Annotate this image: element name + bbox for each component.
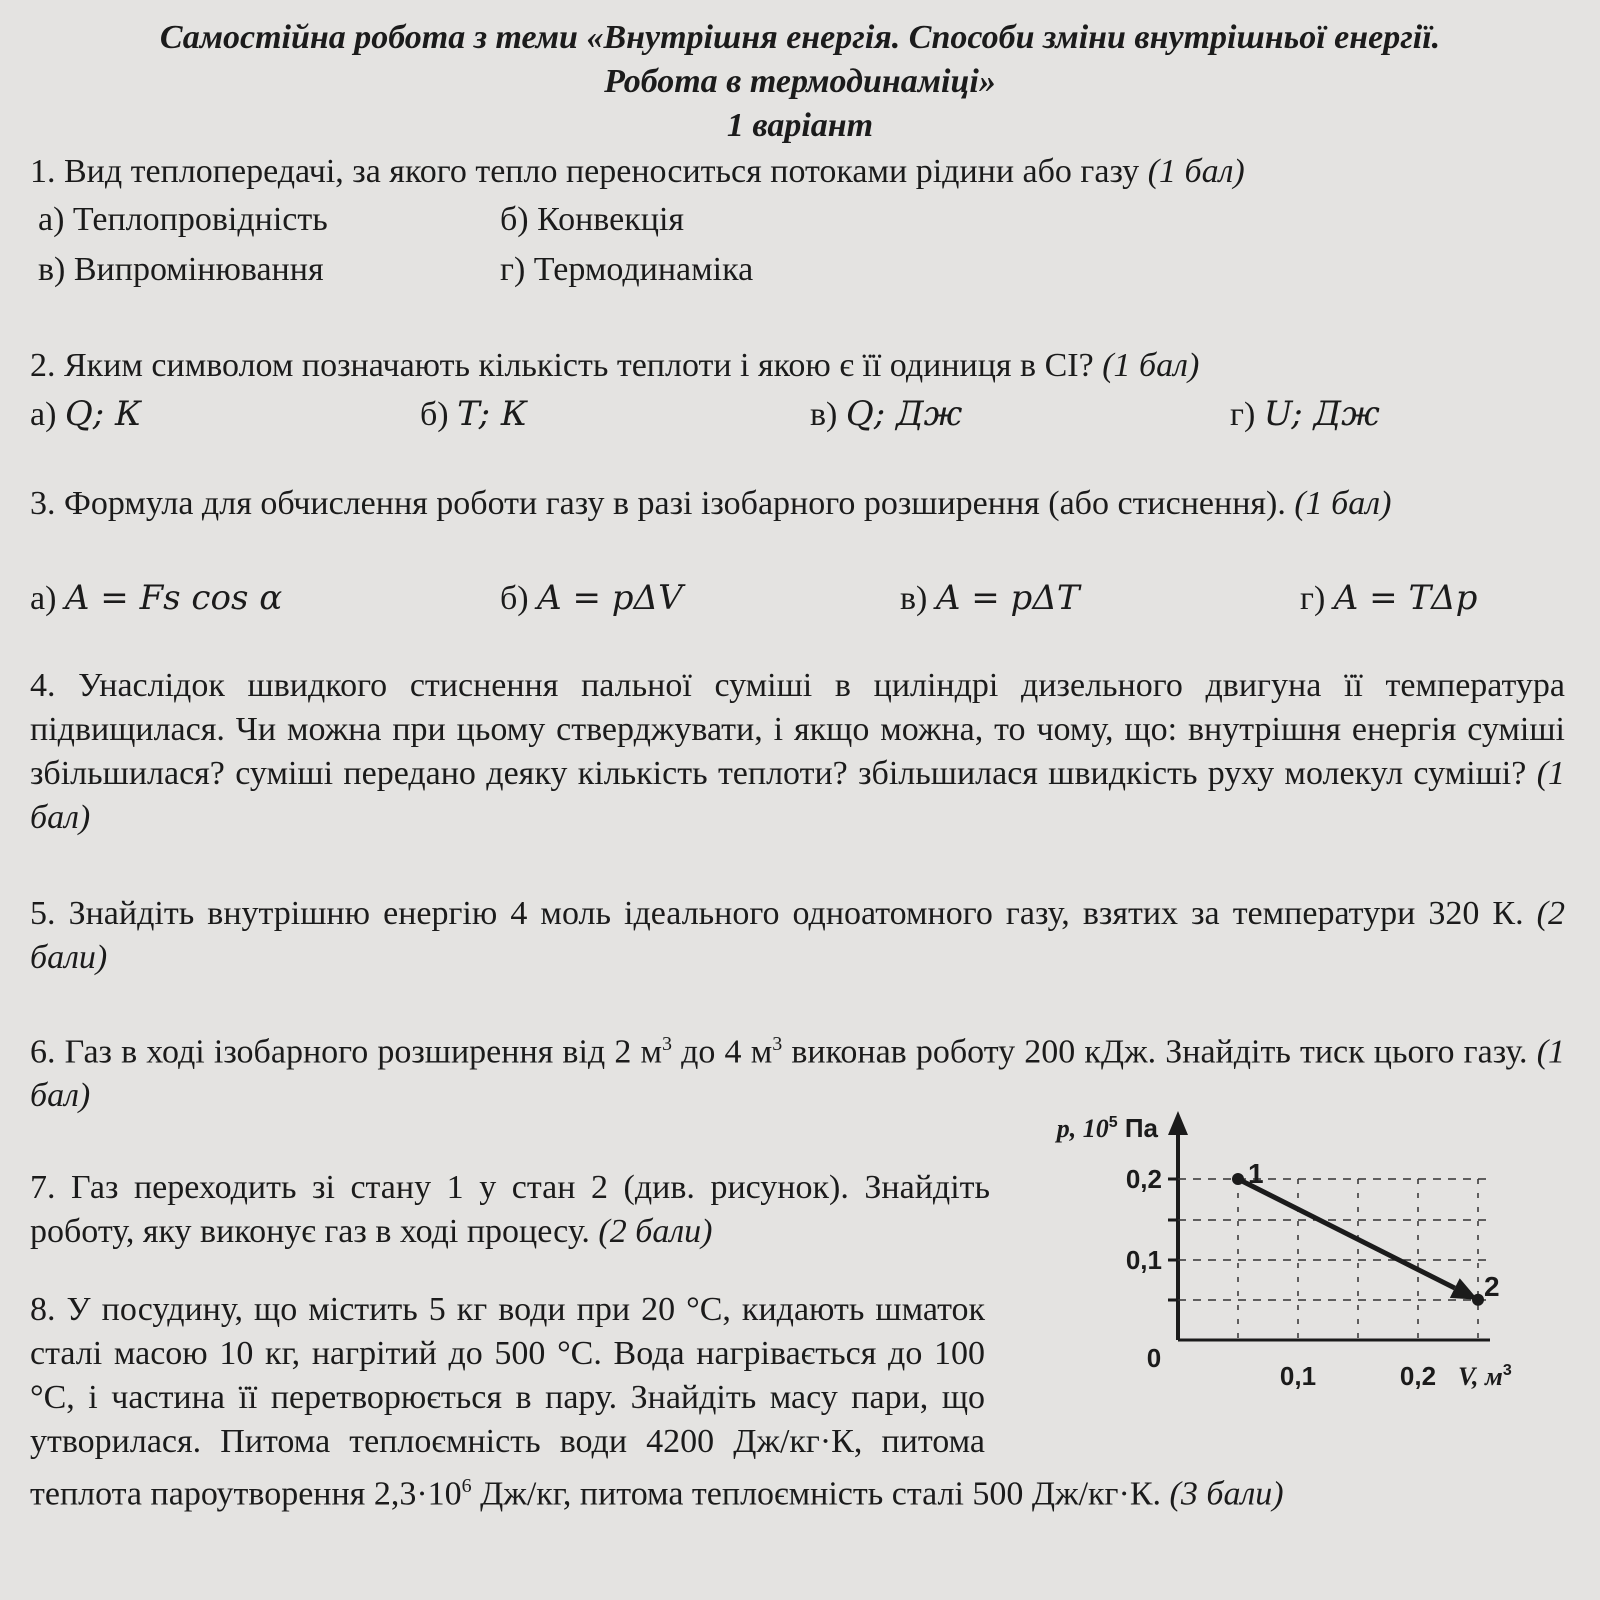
question-7-points: (2 бали) (598, 1213, 713, 1250)
question-6-text-a: 6. Газ в ході ізобарного розширення від 2 м (30, 1033, 662, 1071)
y-tick-label-02: 0,2 (1125, 1164, 1162, 1194)
state-2-label: 2 (1484, 1270, 1500, 1302)
question-1 (30, 150, 1565, 194)
q3-option-d-expr: A = TΔp (1333, 578, 1478, 618)
question-2-text: 2. Яким символом позначають кількість теплоти і якою є її одиниця в СІ? (30, 347, 1094, 384)
question-6-points: (1 бал) (30, 1033, 1566, 1115)
q3-option-c-expr: A = pΔT (935, 578, 1080, 618)
q3-option-b (500, 576, 683, 621)
question-8-sup: 6 (461, 1475, 472, 1497)
question-4-text: 4. Унаслідок швидкого стиснення пальної суміші в циліндрі дизельного двигуна її температура підвищилася. Чи можна при цьому стверджувати, і якщо можна, то чому, що: внутрішня енергія суміші збільшилася? суміші передано деяку кількість теплоти? збільшилася швидкість руху молекул суміші? (30, 667, 1565, 792)
question-8-text-a: 8. У посудину, що містить 5 кг води при 20 °С, кидають шматок сталі масою 10 кг, нагрітий до 500 °С. Вода нагрівається до 100 °С, і частина її перетворюється в пару. Знайдіть масу пари, що утворилася. Питома теплоємність води 4200 Дж/кг·К, питома теплота пароутворення 2,3·10 (30, 1291, 985, 1513)
q3-option-b-letter: б) (500, 580, 529, 617)
q3-option-d-letter: г) (1300, 580, 1326, 617)
x-tick-label-02: 0,2 (1399, 1361, 1437, 1391)
question-8-text-b: Дж/кг, питома теплоємність сталі 500 Дж/кг·К. (471, 1475, 1162, 1513)
question-6-text-b: до 4 м (672, 1033, 773, 1071)
q2-option-c (810, 392, 962, 437)
q2-option-d (1230, 392, 1380, 437)
graph-y-arrow (1168, 1111, 1188, 1135)
question-3-text: 3. Формула для обчислення роботи газу в разі ізобарного розширення (або стиснення). (30, 485, 1286, 522)
question-6 (30, 1022, 1565, 1118)
q2-option-b-letter: б) (420, 396, 449, 433)
q3-option-a-letter: а) (30, 580, 57, 617)
process-line (1238, 1179, 1455, 1288)
graph-x-label-sup: 3 (1502, 1362, 1512, 1379)
question-3-options (30, 576, 1570, 620)
q3-option-a-expr: A = Fs cos α (64, 578, 283, 618)
q1-option-a: а) Теплопровідність (38, 201, 328, 238)
graph-y-label-unit: Па (1117, 1113, 1158, 1143)
question-3-points: (1 бал) (1294, 485, 1392, 522)
x-tick-label-01: 0,1 (1279, 1361, 1317, 1391)
question-7 (30, 1166, 990, 1254)
q2-option-b-expr: T; К (457, 394, 528, 434)
q3-option-c (900, 576, 1080, 621)
question-6-text-c: виконав роботу 200 кДж. Знайдіть тиск цього газу. (782, 1033, 1528, 1071)
question-8-points: (3 бали) (1169, 1475, 1284, 1513)
pv-graph (1010, 1105, 1570, 1425)
q3-option-d (1300, 576, 1477, 621)
title-line-2: Робота в термодинаміці» (604, 63, 996, 100)
origin-label: 0 (1146, 1343, 1162, 1373)
graph-y-label-main: p, 10 (1056, 1114, 1109, 1143)
q2-option-d-expr: U; Дж (1263, 394, 1380, 434)
graph-y-label-sup: 5 (1108, 1114, 1118, 1131)
question-1-text: 1. Вид теплопередачі, за якого тепло переноситься потоками рідини або газу (30, 153, 1140, 190)
question-1-options-row2 (30, 248, 1570, 292)
state-1-label: 1 (1248, 1158, 1264, 1189)
question-2-points: (1 бал) (1102, 347, 1200, 384)
q2-option-d-letter: г) (1230, 396, 1256, 433)
q1-option-d: г) Термодинаміка (500, 251, 754, 288)
q2-option-a-expr: Q; К (64, 394, 142, 434)
q1-option-b: б) Конвекція (500, 201, 685, 238)
question-2-options (30, 392, 1570, 436)
q2-option-c-expr: Q; Дж (845, 394, 963, 434)
title-line-1: Самостійна робота з теми «Внутрішня енергія. Способи зміни внутрішньої енергії. (159, 19, 1441, 56)
graph-x-label-main: V, м (1458, 1362, 1503, 1391)
question-6-sup-2: 3 (772, 1033, 783, 1055)
graph-y-label (1055, 1113, 1159, 1143)
question-4-points: (1 бал) (30, 755, 1566, 836)
question-7-text: 7. Газ переходить зі стану 1 у стан 2 (див. рисунок). Знайдіть роботу, яку виконує газ в ході процесу. (30, 1169, 990, 1250)
question-1-options-row1 (30, 198, 1570, 242)
question-5 (30, 892, 1565, 980)
q2-option-a-letter: а) (30, 396, 57, 433)
graph-x-label (1458, 1362, 1512, 1391)
question-2 (30, 344, 1565, 388)
q1-option-c: в) Випромінювання (38, 251, 324, 288)
question-5-points: (2 бали) (30, 895, 1565, 976)
q2-option-c-letter: в) (810, 396, 838, 433)
question-1-points: (1 бал) (1147, 153, 1245, 190)
question-3 (30, 482, 1565, 526)
variant-label: 1 варіант (726, 107, 874, 144)
q2-option-a (30, 392, 141, 437)
q3-option-c-letter: в) (900, 580, 928, 617)
question-4 (30, 664, 1565, 840)
y-tick-label-01: 0,1 (1125, 1245, 1162, 1275)
state-2-point (1472, 1294, 1484, 1306)
state-1-point (1232, 1173, 1244, 1185)
question-5-text: 5. Знайдіть внутрішню енергію 4 моль ідеального одноатомного газу, взятих за температури 320 К. (30, 895, 1524, 932)
q2-option-b (420, 392, 527, 437)
q3-option-a (30, 576, 282, 621)
q3-option-b-expr: A = pΔV (537, 578, 683, 618)
question-6-sup-1: 3 (662, 1033, 672, 1055)
